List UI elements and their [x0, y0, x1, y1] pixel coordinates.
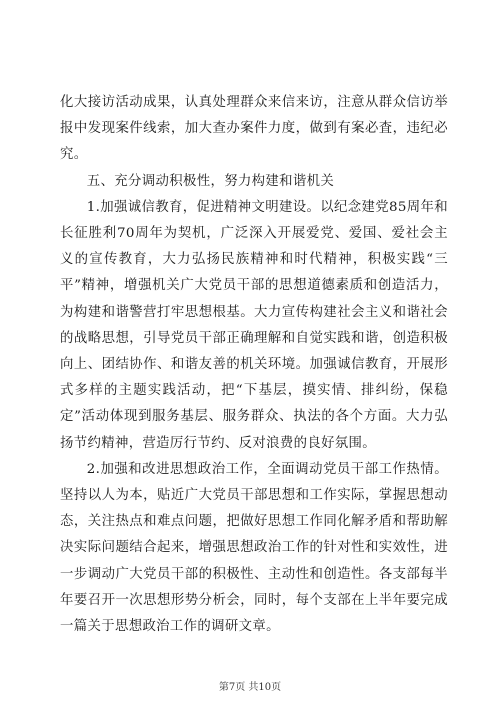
document-body: [60, 90, 448, 640]
paragraph-continuation: 化大接访活动成果，认真处理群众来信来访，注意从群众信访举报中发现案件线索，加大查办案件力度，做到有案必査，违纪必究。: [60, 95, 448, 163]
page-footer: 第7页 共10页: [218, 682, 282, 693]
paragraph-ideological-work: 2.加强和改进思想政治工作，全面调动党员干部工作热情。坚持以人为本，贴近广大党员干部思想和工作实际，掌握思想动态，关注热点和难点问题，把做好思想工作同化解矛盾和帮助解决实际问题结合起来，增强思想政治工作的针对性和实效性，进一步调动广大党员干部的积极性、主动性和创造性。各支部每半年要召开一次思想形势分析会，同时，每个支部在上半年要完成一篇关于思想政治工作的调研文章。: [60, 461, 448, 635]
paragraph-integrity-education: 1.加强诚信教育，促进精神文明建设。以纪念建党85周年和长征胜利70周年为契机，广泛深入开展爱党、爱国、爱社会主义的宣传教育，大力弘扬民族精神和时代精神，积极实践“三平”精神，增强机关广大党员干部的思想道德素质和创造活力，为构建和谐警营打牢思想根基。大力宣传构建社会主义和谐社会的战略思想，引导党员干部正确理解和自觉实践和谐，创造积极向上、团结协作、和谐友善的机关环境。加强诚信教育，开展形式多样的主题实践活动，把“下基层，摸实情、排纠纷，保稳定”活动体现到服务基层、服务群众、执法的各个方面。大力弘扬节约精神，营造厉行节约、反对浪费的良好氛围。: [60, 199, 448, 451]
section-heading-five: 五、充分调动积极性，努力构建和谐机关: [86, 173, 335, 189]
